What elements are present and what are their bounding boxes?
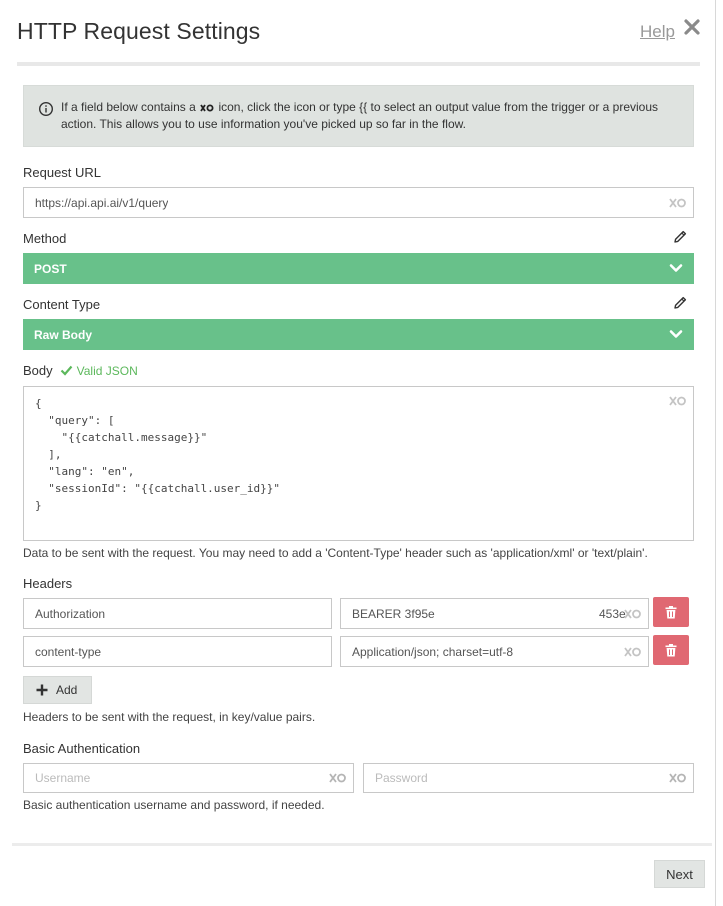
username-input[interactable] bbox=[23, 763, 354, 793]
header-key-input[interactable] bbox=[23, 636, 332, 667]
info-text-before: If a field below contains a bbox=[61, 100, 196, 114]
plus-icon bbox=[35, 683, 49, 697]
chevron-down-icon bbox=[669, 263, 683, 273]
method-selected: POST bbox=[34, 261, 67, 276]
basic-auth-help-text: Basic authentication username and password, if needed. bbox=[23, 798, 325, 812]
link-output-icon[interactable] bbox=[624, 647, 642, 657]
request-url-value: https://api.api.ai/v1/query bbox=[35, 195, 169, 210]
close-icon[interactable] bbox=[683, 17, 701, 37]
header-value-value: BEARER 3f95e bbox=[352, 606, 435, 621]
body-textarea[interactable] bbox=[23, 386, 694, 541]
body-label-row bbox=[23, 363, 138, 378]
basic-auth-label: Basic Authentication bbox=[23, 741, 141, 756]
link-output-icon bbox=[200, 104, 214, 112]
header-key-input[interactable] bbox=[23, 598, 332, 629]
header-key-value: Authorization bbox=[35, 606, 106, 621]
trash-icon bbox=[665, 644, 677, 657]
info-text bbox=[61, 99, 681, 133]
link-output-icon[interactable] bbox=[669, 773, 687, 783]
dialog-title: HTTP Request Settings bbox=[17, 18, 261, 44]
username-placeholder: Username bbox=[35, 771, 91, 785]
header-value-tail: 453e bbox=[599, 607, 626, 621]
valid-json-label: Valid JSON bbox=[76, 364, 138, 378]
header-divider bbox=[17, 62, 700, 66]
headers-label: Headers bbox=[23, 576, 73, 591]
info-text-after: icon, click the icon or type {{ to select an output value from the trigger or a previous action. This allows you to use information you've picked up so far in the flow. bbox=[61, 100, 659, 131]
valid-json-badge bbox=[60, 364, 137, 378]
method-label: Method bbox=[23, 231, 67, 246]
header-value-input[interactable] bbox=[340, 636, 649, 667]
link-output-icon[interactable] bbox=[669, 198, 687, 208]
content-type-select[interactable] bbox=[23, 319, 694, 350]
content-type-selected: Raw Body bbox=[34, 327, 93, 342]
footer-divider bbox=[12, 843, 712, 846]
headers-help-text: Headers to be sent with the request, in key/value pairs. bbox=[23, 710, 316, 724]
info-banner bbox=[23, 85, 694, 147]
dialog-header bbox=[0, 0, 723, 60]
link-output-icon[interactable] bbox=[624, 609, 642, 619]
content-type-label: Content Type bbox=[23, 297, 101, 312]
check-icon bbox=[60, 365, 73, 376]
password-placeholder: Password bbox=[375, 771, 428, 785]
add-header-button[interactable] bbox=[23, 676, 92, 704]
delete-header-button[interactable] bbox=[653, 635, 689, 665]
body-label: Body bbox=[23, 363, 53, 378]
header-key-value: content-type bbox=[35, 644, 102, 659]
request-url-input[interactable] bbox=[23, 187, 694, 218]
header-value-input[interactable] bbox=[340, 598, 649, 629]
trash-icon bbox=[665, 606, 677, 619]
pencil-icon[interactable] bbox=[672, 295, 688, 311]
request-url-label: Request URL bbox=[23, 165, 102, 180]
next-button[interactable]: Next bbox=[654, 860, 705, 888]
pencil-icon[interactable] bbox=[672, 229, 688, 245]
scroll-edge bbox=[715, 0, 716, 906]
method-select[interactable] bbox=[23, 253, 694, 284]
delete-header-button[interactable] bbox=[653, 597, 689, 627]
body-content: { "query": [ "{{catchall.message}}" ], "lang": "en", "sessionId": "{{catchall.user_id}}" } bbox=[35, 397, 281, 512]
link-output-icon[interactable] bbox=[329, 773, 347, 783]
body-help-text: Data to be sent with the request. You may need to add a 'Content-Type' header such as 'application/xml' or 'text/plain'. bbox=[23, 546, 648, 560]
link-output-icon[interactable] bbox=[669, 396, 687, 406]
password-input[interactable] bbox=[363, 763, 694, 793]
chevron-down-icon bbox=[669, 329, 683, 339]
add-header-label: Add bbox=[56, 683, 78, 697]
help-link[interactable]: Help bbox=[640, 22, 675, 41]
info-circle-icon bbox=[38, 101, 54, 117]
header-value-value: Application/json; charset=utf-8 bbox=[352, 644, 514, 659]
